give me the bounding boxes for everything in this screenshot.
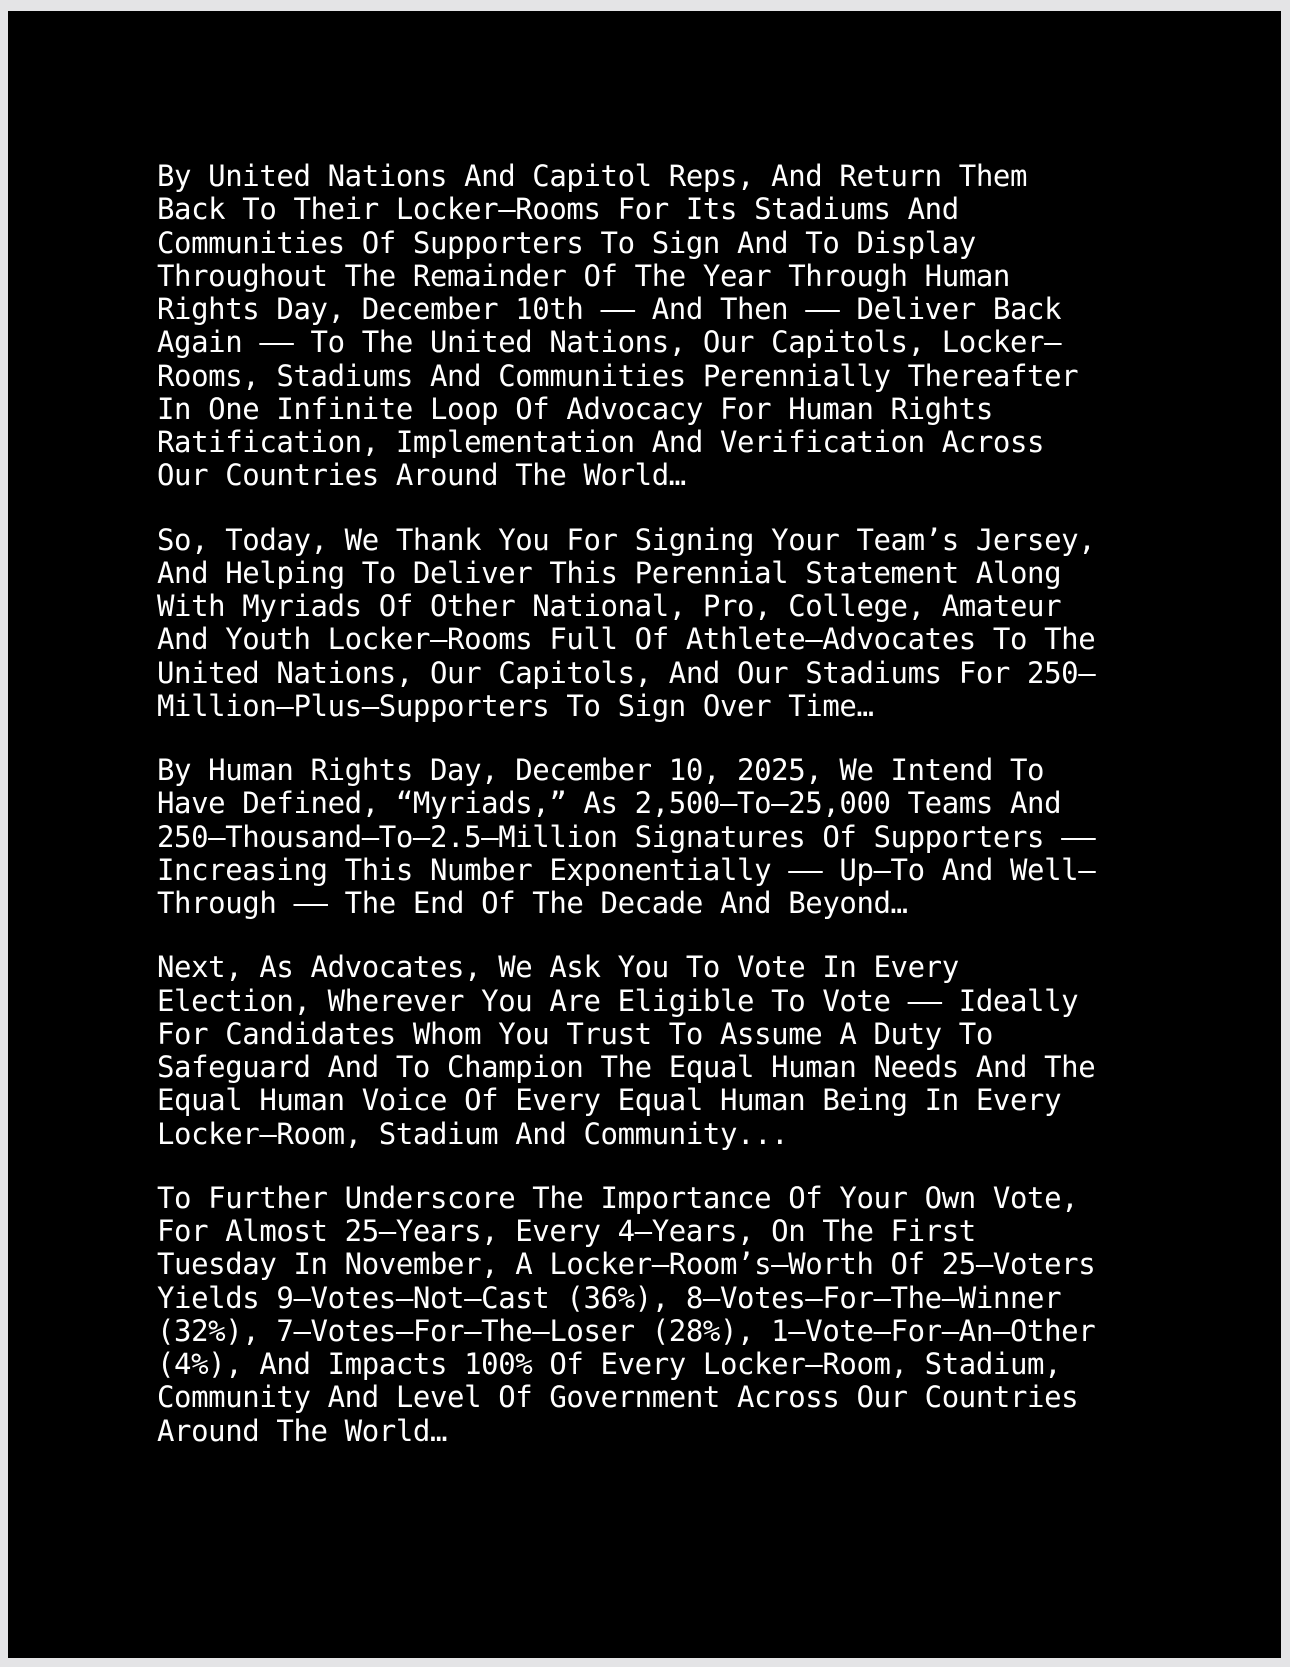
paragraph-delivery-loop: By United Nations And Capitol Reps, And Return Them Back To Their Locker–Rooms For Its Stadiums And Communities Of Supporters To Sign And To Display Throughout The Remainder Of The Year Through Human Rights Day, December 10th –– And Then –– Deliver Back Again –– To The United Nations, Our Capitols, Locker– Rooms, Stadiums And Communities Perennially Thereafter In One Infinite Loop Of Advocacy For Human Rights Ratification, Implementation And Verification Across Our Countries Around The World… <box>157 159 1079 493</box>
paragraph-vote-statistics: To Further Underscore The Importance Of Your Own Vote, For Almost 25–Years, Every 4–Years, On The First Tuesday In November, A Locker–Room’s–Worth Of 25–Voters Yields 9–Votes–Not–Cast (36%), 8–Votes–For–The–Winner (32%), 7–Votes–For–The–Loser (28%), 1–Vote–For–An–Other (4%), And Impacts 100% Of Every Locker–Room, Stadium, Community And Level Of Government Across Our Countries Around The World… <box>157 1180 1096 1448</box>
paragraph-thank-you: So, Today, We Thank You For Signing Your Team’s Jersey, And Helping To Deliver This Perennial Statement Along With Myriads Of Other National, Pro, College, Amateur And Youth Locker–Rooms Full Of Athlete–Advocates To The United Nations, Our Capitols, And Our Stadiums For 250– Million–Plus–Supporters To Sign Over Time… <box>157 522 1096 723</box>
document-page <box>8 11 1281 1658</box>
document-body <box>157 160 1157 1479</box>
paragraph-myriads-goal: By Human Rights Day, December 10, 2025, We Intend To Have Defined, “Myriads,” As 2,500–To–25,000 Teams And 250–Thousand–To–2.5–Million Signatures Of Supporters –– Increasing This Number Exponentially –– Up–To And Well– Through –– The End Of The Decade And Beyond… <box>157 753 1096 920</box>
paragraph-vote-request: Next, As Advocates, We Ask You To Vote In Every Election, Wherever You Are Eligible To Vote –– Ideally For Candidates Whom You Trust To Assume A Duty To Safeguard And To Champion The Equal Human Needs And The Equal Human Voice Of Every Equal Human Being In Every Locker–Room, Stadium And Community... <box>157 950 1096 1151</box>
